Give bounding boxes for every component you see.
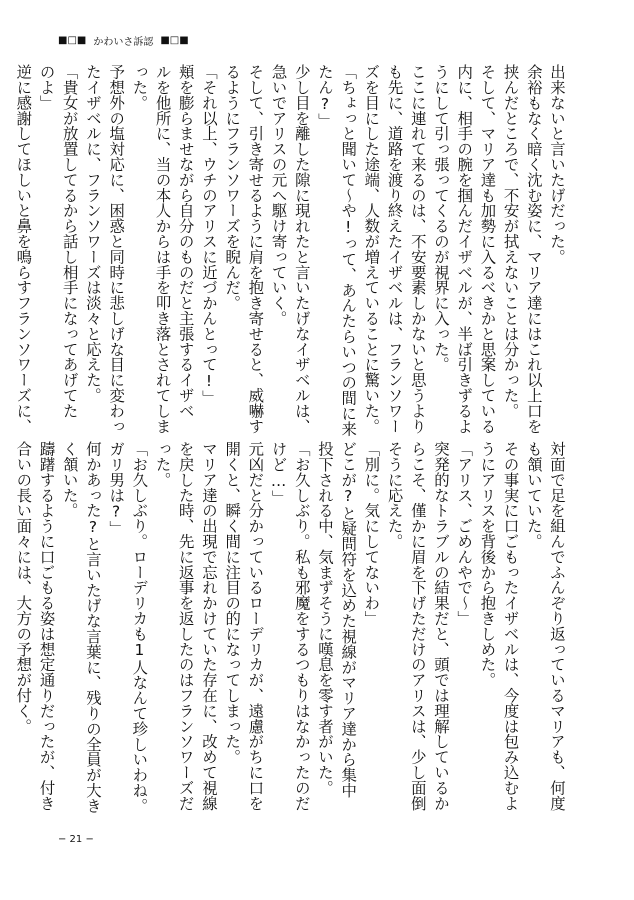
text-line: 内に、相手の腕を掴んだイザベルが、半ば引きずるよ bbox=[455, 64, 474, 434]
text-line: たん?」 bbox=[315, 64, 334, 129]
text-line: く頷いた。 bbox=[60, 441, 79, 518]
text-line: 躊躇するように口ごもる姿は想定通りだったが、付き bbox=[37, 441, 56, 811]
text-line: うにして引っ張ってくるのが視界に入った。 bbox=[431, 64, 450, 372]
text-line: 挟んだところで、不安が拭えないことは分かった。 bbox=[501, 64, 520, 419]
text-line: 「別に。気にしてないわ」 bbox=[362, 441, 381, 626]
text-line: どこが?と疑問符を込めた視線がマリア達から集中 bbox=[339, 441, 358, 798]
text-line: 「アリス、ごめんやで〜」 bbox=[455, 441, 474, 626]
text-line: 頬を膨らませながら自分のものだと主張するイザベ bbox=[176, 64, 195, 419]
upper-text-block bbox=[11, 64, 568, 437]
text-line: マリア達の出現で忘れかけていた存在に、改めて視線 bbox=[199, 441, 218, 811]
text-line: 元凶だと分かっているローデリカが、遠慮がちに口を bbox=[246, 441, 265, 811]
lower-text-block bbox=[11, 441, 568, 814]
text-line: ズを目にした途端、人数が増えていることに驚いた。 bbox=[362, 64, 381, 434]
running-header bbox=[58, 30, 189, 50]
text-line: 「ちょっと聞いて〜や!って、あんたらいつの間に来 bbox=[339, 64, 358, 437]
text-line: 対面で足を組んでふんぞり返っているマリアも、何度 bbox=[548, 441, 566, 811]
text-line: った。 bbox=[153, 441, 172, 488]
text-line: 突発的なトラブルの結果だと、頭では理解しているか bbox=[431, 441, 450, 811]
text-line: 何かあった?と言いたげな言葉に、残りの全員が大き bbox=[83, 441, 102, 814]
text-line: 「それ以上、ウチのアリスに近づかんとって!」 bbox=[199, 64, 218, 406]
text-line: その事実に口ごもったイザベルは、今度は包み込むよ bbox=[501, 441, 520, 811]
text-line: 急いでアリスの元へ駆け寄っていく。 bbox=[269, 64, 288, 326]
text-line: 投下される中、気まずそうに嘆息を零す者がいた。 bbox=[315, 441, 334, 796]
text-line: 予想外の塩対応に、困惑と同時に悲しげな目に変わっ bbox=[107, 64, 126, 434]
text-line: そして、引き寄せるように肩を抱き寄せると、威嚇す bbox=[246, 64, 265, 434]
text-line: 余裕もなく暗く沈む姿に、マリア達にはこれ以上口を bbox=[524, 64, 543, 434]
text-line: 「お久しぶり。私も邪魔をするつもりはなかったのだ bbox=[292, 441, 311, 811]
text-line: 少し目を離した隙に現れたと言いたげなイザベルは、 bbox=[292, 64, 311, 434]
header-ornament-right: ■□■ bbox=[160, 34, 189, 46]
text-line: たイザベルに、フランソワーズは淡々と応えた。 bbox=[83, 64, 102, 403]
text-line: るようにフランソワーズを睨んだ。 bbox=[223, 64, 242, 311]
text-line: も頷いていた。 bbox=[524, 441, 543, 549]
text-line: うにアリスを背後から抱きしめた。 bbox=[478, 441, 497, 688]
page-number: − 21 − bbox=[58, 834, 94, 845]
text-line: ここに連れて来るのは、不安要素しかないと思うより bbox=[408, 64, 427, 434]
text-line: 「お久しぶり。ローデリカも1人なんて珍しいわね。 bbox=[130, 441, 149, 814]
text-line: 開くと、瞬く間に注目の的になってしまった。 bbox=[223, 441, 242, 765]
text-line: った。 bbox=[130, 64, 149, 111]
text-line: ルを他所に、当の本人からは手を叩き落とされてしま bbox=[153, 64, 172, 434]
header-title: かわいさ訴認 bbox=[93, 36, 154, 48]
text-line: そして、マリア達も加勢に入るべきかと思案している bbox=[478, 64, 497, 434]
text-line: らこそ、僅かに眉を下げただけのアリスは、少し面倒 bbox=[408, 441, 427, 811]
text-line: 出来ないと言いたげだった。 bbox=[548, 64, 566, 265]
text-line: けど…」 bbox=[269, 441, 288, 506]
text-line: 逆に感謝してほしいと鼻を鳴らすフランソワーズに、 bbox=[14, 64, 33, 434]
text-line: ガリ男は?」 bbox=[107, 441, 126, 536]
text-line: 合いの長い面々には、大方の予想が付く。 bbox=[14, 441, 33, 734]
text-line: を戻した時、先に返事を返したのはフランソワーズだ bbox=[176, 441, 195, 811]
header-ornament-left: ■□■ bbox=[58, 34, 87, 46]
text-line: そうに応えた。 bbox=[385, 441, 404, 549]
text-line: 「貴女が放置してるから話し相手になってあげてた bbox=[60, 64, 79, 419]
text-line: も先に、道路を渡り終えたイザベルは、フランソワー bbox=[385, 64, 404, 434]
text-line: のよ」 bbox=[37, 64, 56, 111]
